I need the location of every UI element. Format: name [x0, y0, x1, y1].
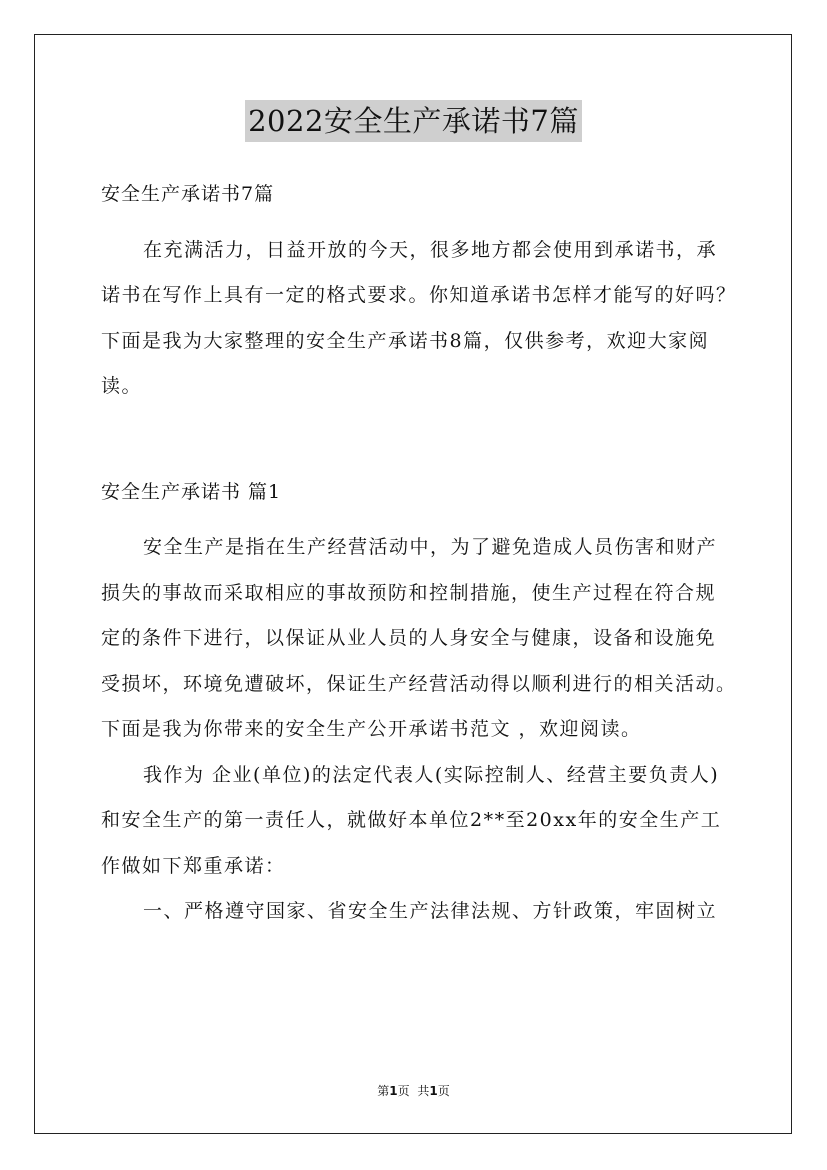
document-title: 2022安全生产承诺书7篇: [245, 100, 582, 142]
spacer: [101, 515, 741, 525]
paragraph-line: 一、严格遵守国家、省安全生产法律法规、方针政策，牢固树立: [143, 900, 718, 922]
paragraph-line: 定的条件下进行，以保证从业人员的人身安全与健康，设备和设施免: [101, 627, 717, 649]
intro-line: 下面是我为大家整理的安全生产承诺书8篇，仅供参考，欢迎大家阅: [101, 329, 710, 352]
document-body: [101, 172, 741, 935]
section-heading: 安全生产承诺书 篇1: [101, 480, 282, 503]
intro-line: 读。: [101, 375, 143, 397]
spacer: [101, 218, 741, 228]
page-footer: [0, 1083, 827, 1099]
paragraph-line: 下面是我为你带来的安全生产公开承诺书范文 ，欢迎阅读。: [101, 718, 642, 740]
paragraph-line: 作做如下郑重承诺：: [101, 854, 286, 877]
intro-line: 在充满活力，日益开放的今天，很多地方都会使用到承诺书，承: [143, 238, 718, 261]
paragraph-line: 受损坏，环境免遭破坏，保证生产经营活动得以顺利进行的相关活动。: [101, 672, 737, 695]
paragraph-line: 我作为 企业(单位)的法定代表人(实际控制人、经营主要负责人): [143, 763, 720, 786]
spacer: [101, 410, 741, 470]
total-prefix: 共: [417, 1084, 430, 1098]
document-subtitle: 安全生产承诺书7篇: [101, 183, 275, 205]
paragraph-line: 损失的事故而采取相应的事故预防和控制措施，使生产过程在符合规: [101, 581, 717, 604]
title-container: [0, 100, 827, 142]
paragraph-line: 和安全生产的第一责任人，就做好本单位2**至20xx年的安全生产工: [101, 809, 722, 831]
total-pages: 1: [429, 1084, 438, 1098]
page-suffix: 页: [397, 1084, 410, 1098]
page-prefix: 第: [377, 1084, 390, 1098]
paragraph-line: 安全生产是指在生产经营活动中，为了避免造成人员伤害和财产: [143, 536, 718, 558]
total-suffix: 页: [437, 1084, 450, 1098]
page-number: 1: [389, 1084, 398, 1098]
intro-line: 诺书在写作上具有一定的格式要求。你知道承诺书怎样才能写的好吗？: [101, 284, 737, 306]
